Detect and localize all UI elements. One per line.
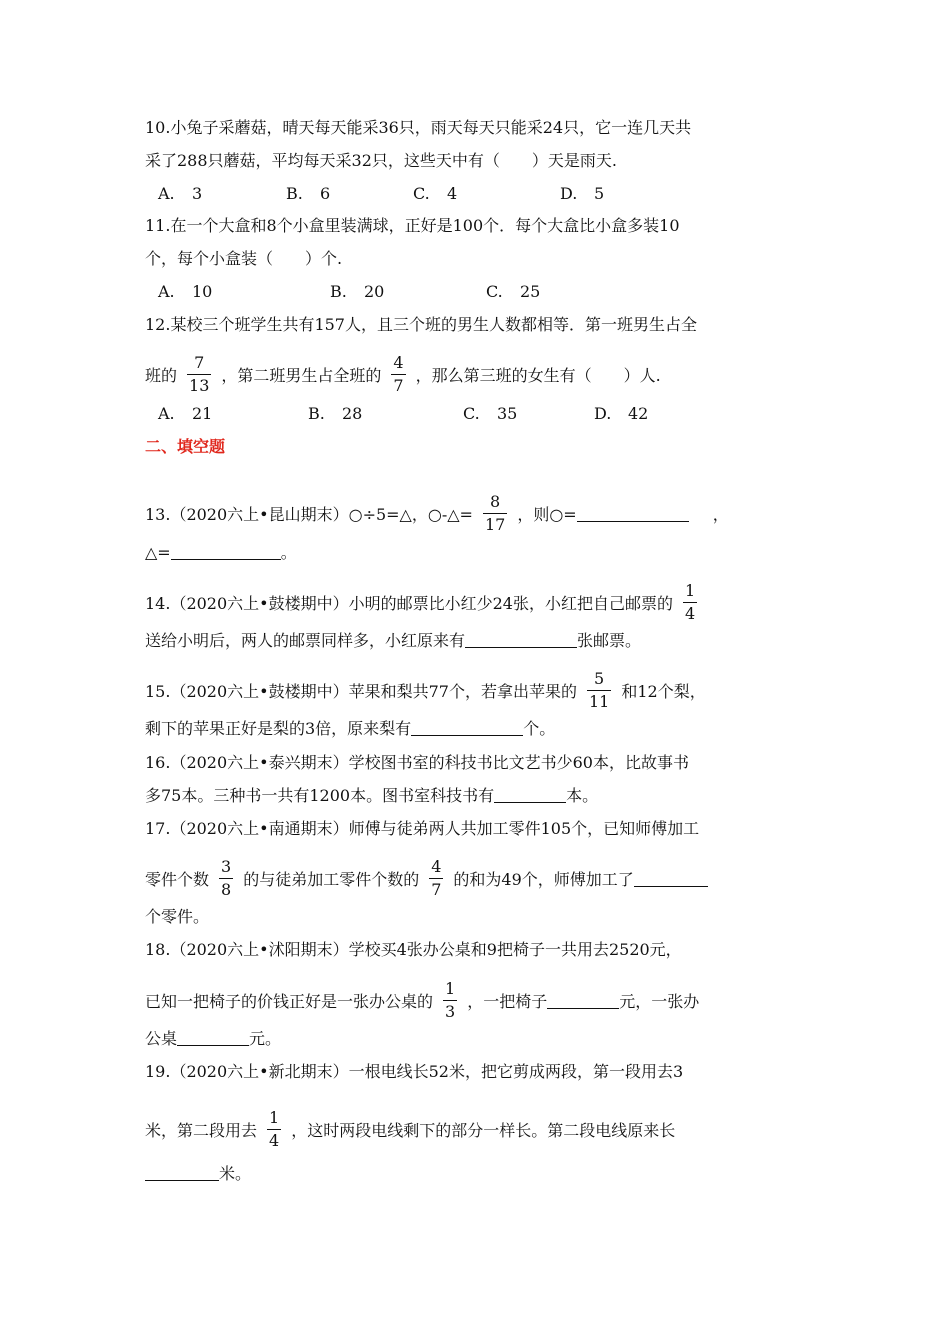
q16-line2-text-a: 多75本。三种书一共有1200本。图书室科技书有 bbox=[145, 786, 495, 805]
q18-chair-price-blank[interactable] bbox=[547, 992, 619, 1009]
q19-line1: 19.（2020六上•新北期末）一根电线长52米，把它剪成两段，第一段用去3 bbox=[145, 1062, 684, 1081]
fraction-denominator: 11 bbox=[588, 692, 610, 711]
q18-fraction-1-3 bbox=[443, 981, 457, 1020]
q18-line2 bbox=[145, 979, 700, 1021]
q10-line2: 采了288只蘑菇，平均每天采32只，这些天中有（ ）天是雨天. bbox=[145, 151, 617, 170]
q12-option-c[interactable] bbox=[463, 403, 517, 425]
option-label: A. bbox=[158, 184, 175, 203]
q14-line1 bbox=[145, 581, 707, 623]
option-value: 28 bbox=[342, 404, 363, 423]
q16-answer-blank[interactable] bbox=[494, 786, 566, 803]
option-label: A. bbox=[158, 282, 175, 301]
option-value: 4 bbox=[447, 184, 458, 203]
q15-line2-text-b: 个。 bbox=[523, 719, 556, 738]
q14-line2-text-b: 张邮票。 bbox=[577, 631, 642, 650]
q10-option-c[interactable] bbox=[413, 183, 457, 205]
fraction-denominator: 4 bbox=[684, 604, 696, 623]
q12-line2 bbox=[145, 353, 661, 395]
fraction-numerator: 5 bbox=[594, 669, 605, 688]
q13-line1-text-b: ，则○= bbox=[517, 505, 577, 524]
q13-fraction-8-17 bbox=[483, 494, 507, 533]
q12-option-a[interactable] bbox=[158, 403, 212, 425]
q17-line2-text-c: 的和为49个，师傅加工了 bbox=[453, 870, 634, 889]
q17-line2-text-b: 的与徒弟加工零件个数的 bbox=[243, 870, 420, 889]
q10-option-d[interactable] bbox=[560, 183, 604, 205]
fraction-denominator: 7 bbox=[393, 376, 404, 395]
fraction-denominator: 4 bbox=[269, 1131, 280, 1150]
option-value: 20 bbox=[364, 282, 385, 301]
option-value: 25 bbox=[520, 282, 541, 301]
q18-line1: 18.（2020六上•沭阳期末）学校买4张办公桌和9把椅子一共用去2520元， bbox=[145, 940, 682, 959]
option-value: 3 bbox=[192, 184, 203, 203]
q12-line2-text-c: ，那么第三班的女生有（ ）人. bbox=[415, 366, 661, 385]
q19-line2-text-a: 米，第二段用去 bbox=[145, 1121, 258, 1140]
fraction-numerator: 3 bbox=[221, 857, 232, 876]
q12-option-b[interactable] bbox=[308, 403, 362, 425]
q13-line1 bbox=[145, 492, 729, 534]
q18-line2-text-c: 元，一张办 bbox=[619, 992, 700, 1011]
q19-line3 bbox=[145, 1163, 251, 1185]
q13-line2-text-b: 。 bbox=[280, 543, 297, 562]
q10-option-b[interactable] bbox=[286, 183, 330, 205]
q11-option-c[interactable] bbox=[486, 281, 540, 303]
option-label: D. bbox=[560, 184, 578, 203]
q11-line2: 个，每个小盒装（ ）个. bbox=[145, 249, 343, 268]
q13-line1-text-c: ， bbox=[712, 505, 729, 524]
q17-fraction-4-7 bbox=[429, 859, 443, 898]
q14-fraction-1-4 bbox=[683, 583, 697, 622]
q13-line2 bbox=[145, 542, 297, 564]
option-label: A. bbox=[158, 404, 175, 423]
q11-line1: 11.在一个大盒和8个小盒里装满球，正好是100个．每个大盒比小盒多装10 bbox=[145, 216, 680, 235]
fraction-numerator: 7 bbox=[194, 353, 205, 372]
q18-line3-text-a: 公桌 bbox=[145, 1029, 178, 1048]
fraction-numerator: 1 bbox=[684, 581, 696, 600]
q18-line3-text-b: 元。 bbox=[249, 1029, 282, 1048]
q16-line1: 16.（2020六上•泰兴期末）学校图书室的科技书比文艺书少60本，比故事书 bbox=[145, 753, 689, 772]
fraction-denominator: 13 bbox=[189, 376, 210, 395]
q15-line2 bbox=[145, 718, 555, 740]
option-label: B. bbox=[308, 404, 325, 423]
q19-fraction-1-4 bbox=[267, 1110, 281, 1149]
q14-line2-text-a: 送给小明后，两人的邮票同样多，小红原来有 bbox=[145, 631, 466, 650]
q13-triangle-answer-blank[interactable] bbox=[171, 543, 281, 560]
q18-line2-text-a: 已知一把椅子的价钱正好是一张办公桌的 bbox=[145, 992, 434, 1011]
fraction-numerator: 4 bbox=[393, 353, 404, 372]
fraction-numerator: 1 bbox=[445, 979, 456, 998]
q12-line2-text-a: 班的 bbox=[145, 366, 178, 385]
q11-option-b[interactable] bbox=[330, 281, 384, 303]
option-value: 42 bbox=[628, 404, 649, 423]
q18-line2-text-b: ，一把椅子 bbox=[467, 992, 548, 1011]
option-value: 5 bbox=[594, 184, 605, 203]
q19-line2 bbox=[145, 1108, 676, 1150]
q19-line3-text: 米。 bbox=[219, 1164, 252, 1183]
option-value: 21 bbox=[192, 404, 213, 423]
section-title-fill-in-blank: 二、填空题 bbox=[145, 437, 226, 456]
q13-line1-text-a: 13.（2020六上•昆山期末）○÷5=△，○-△= bbox=[145, 505, 473, 524]
q16-line2-text-b: 本。 bbox=[566, 786, 599, 805]
q19-line2-text-b: ，这时两段电线剩下的部分一样长。第二段电线原来长 bbox=[291, 1121, 676, 1140]
q12-option-d[interactable] bbox=[594, 403, 648, 425]
fraction-denominator: 17 bbox=[484, 515, 506, 534]
q14-line1-text-a: 14.（2020六上•鼓楼期中）小明的邮票比小红少24张，小红把自己邮票的 bbox=[145, 594, 673, 613]
option-label: B. bbox=[286, 184, 303, 203]
fraction-numerator: 8 bbox=[490, 492, 501, 511]
q16-line2 bbox=[145, 785, 598, 807]
option-value: 10 bbox=[192, 282, 213, 301]
q10-line1: 10.小兔子采蘑菇，晴天每天能采36只，雨天每天只能采24只，它一连几天共 bbox=[145, 118, 692, 137]
option-label: D. bbox=[594, 404, 612, 423]
q11-option-a[interactable] bbox=[158, 281, 212, 303]
q12-fraction-7-13 bbox=[187, 355, 211, 394]
fraction-numerator: 4 bbox=[431, 857, 442, 876]
option-value: 35 bbox=[497, 404, 518, 423]
q15-line1-text-a: 15.（2020六上•鼓楼期中）苹果和梨共77个，若拿出苹果的 bbox=[145, 682, 577, 701]
q15-line2-text-a: 剩下的苹果正好是梨的3倍，原来梨有 bbox=[145, 719, 412, 738]
q15-fraction-5-11 bbox=[587, 671, 611, 710]
fraction-denominator: 7 bbox=[431, 880, 442, 899]
option-label: C. bbox=[463, 404, 480, 423]
q17-answer-blank[interactable] bbox=[634, 870, 708, 887]
q15-line1-text-b: 和12个梨， bbox=[621, 682, 706, 701]
option-label: B. bbox=[330, 282, 347, 301]
q15-line1 bbox=[145, 669, 706, 711]
q15-answer-blank[interactable] bbox=[411, 719, 523, 736]
q14-line2 bbox=[145, 630, 641, 652]
q17-line1: 17.（2020六上•南通期末）师傅与徒弟两人共加工零件105个，已知师傅加工 bbox=[145, 819, 700, 838]
fraction-denominator: 3 bbox=[445, 1002, 456, 1021]
option-label: C. bbox=[486, 282, 503, 301]
q17-line2 bbox=[145, 857, 708, 899]
fraction-denominator: 8 bbox=[221, 880, 232, 899]
q17-fraction-3-8 bbox=[219, 859, 233, 898]
q12-fraction-4-7 bbox=[391, 355, 405, 394]
q14-answer-blank[interactable] bbox=[465, 631, 577, 648]
q18-desk-price-blank[interactable] bbox=[177, 1029, 249, 1046]
q17-line2-text-a: 零件个数 bbox=[145, 870, 210, 889]
option-label: C. bbox=[413, 184, 430, 203]
q18-line3 bbox=[145, 1028, 281, 1050]
q13-circle-answer-blank[interactable] bbox=[577, 505, 689, 522]
option-value: 6 bbox=[320, 184, 331, 203]
q12-line1: 12.某校三个班学生共有157人，且三个班的男生人数都相等．第一班男生占全 bbox=[145, 315, 697, 334]
q17-line3: 个零件。 bbox=[145, 907, 210, 926]
q19-answer-blank[interactable] bbox=[145, 1164, 219, 1181]
q12-line2-text-b: ，第二班男生占全班的 bbox=[221, 366, 382, 385]
fraction-numerator: 1 bbox=[269, 1108, 280, 1127]
q13-line2-text-a: △= bbox=[145, 543, 171, 562]
q10-option-a[interactable] bbox=[158, 183, 202, 205]
